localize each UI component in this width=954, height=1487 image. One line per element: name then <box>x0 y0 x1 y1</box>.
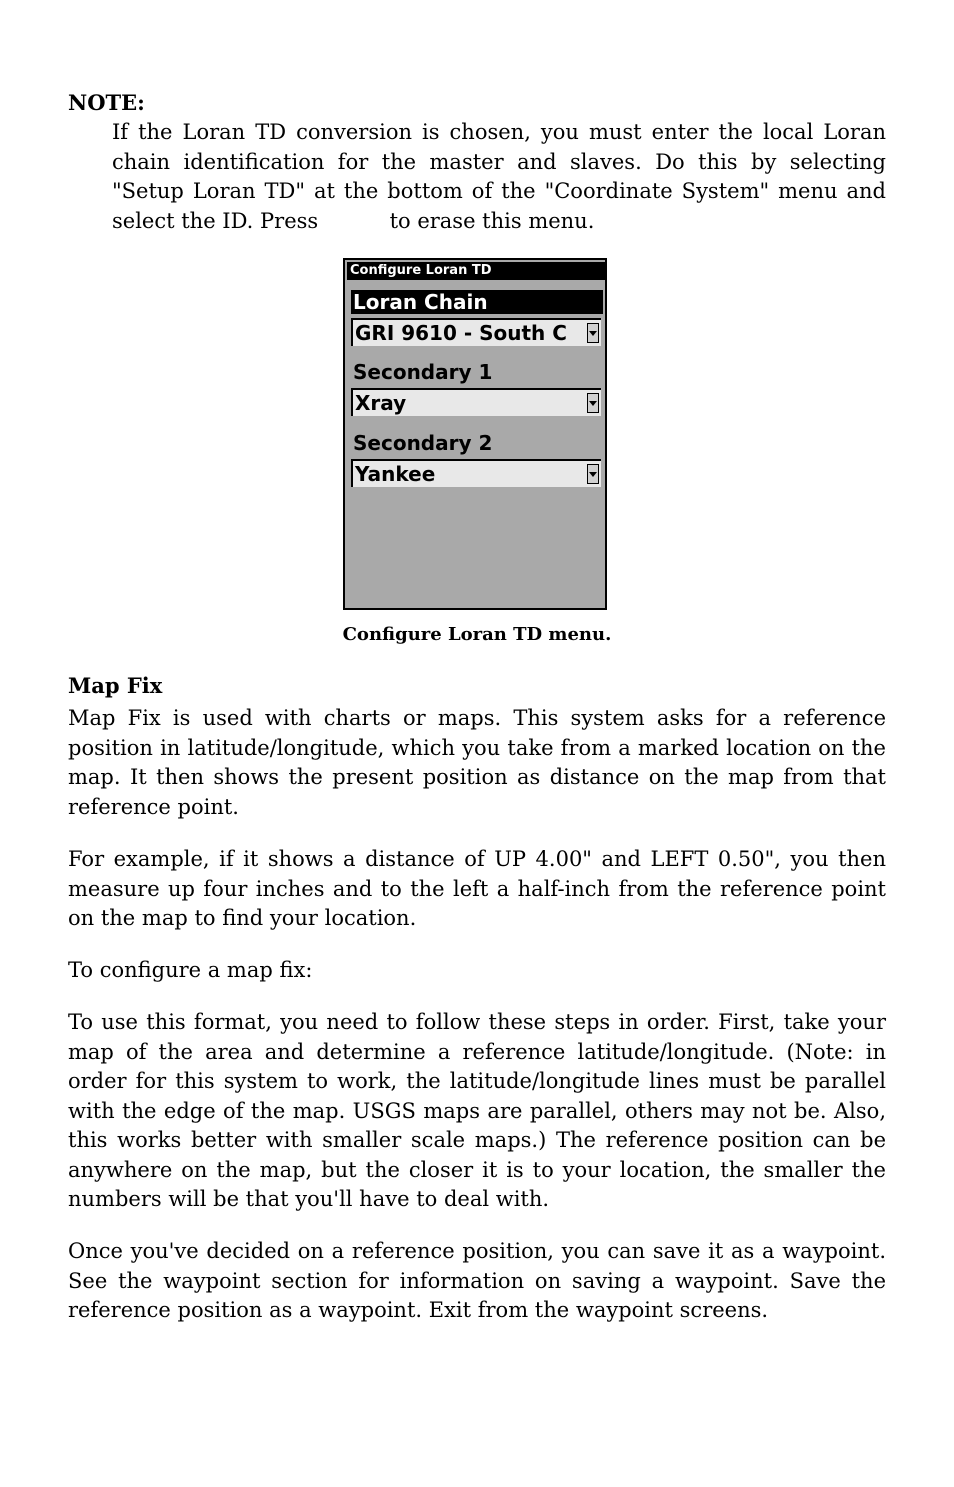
secondary-1-dropdown[interactable] <box>351 388 601 416</box>
loran-chain-dropdown[interactable] <box>351 318 601 346</box>
figure-caption: Configure Loran TD menu. <box>342 624 612 645</box>
paragraph: Once you've decided on a reference position, you can save it as a waypoint. See the waypoint section for information on saving a waypoint. Save the reference position as a waypoint. Exit from the waypoint screens. <box>68 1239 886 1322</box>
secondary-2-label: Secondary 2 <box>353 431 493 455</box>
loran-chain-label[interactable]: Loran Chain <box>351 290 603 314</box>
chevron-down-icon[interactable] <box>587 323 599 343</box>
paragraph: Map Fix is used with charts or maps. This system asks for a reference position in latitude/longitude, which you take from a marked location on the map. It then shows the present position as distance on the map from that reference point. <box>68 706 886 819</box>
secondary-2-value: Yankee <box>355 462 436 486</box>
note-text-before-key: If the Loran TD conversion is chosen, you must enter the local Loran chain identification for the master and slaves. Do this by selecting "Setup Loran TD" at the bottom of the "Coordinate System" menu and select the ID. Press <box>112 120 886 233</box>
loran-chain-value: GRI 9610 - South C <box>355 321 567 345</box>
paragraph: To use this format, you need to follow these steps in order. First, take your map of the area and determine a reference latitude/longitude. (Note: in order for this system to work, the latitude/longitude lines must be parallel with the edge of the map. USGS maps are parallel, others may not be. Also, this works better with smaller scale maps.) The reference position can be anywhere on the map, but the closer it is to your location, the smaller the numbers will be that you'll have to deal with. <box>68 1010 886 1211</box>
note-heading: NOTE: <box>68 90 145 115</box>
screen-title: Configure Loran TD <box>347 262 605 280</box>
paragraph: For example, if it shows a distance of UP 4.00" and LEFT 0.50", you then measure up four inches and to the left a half-inch from the reference point on the map to find your location. <box>68 847 886 930</box>
chevron-down-icon[interactable] <box>587 464 599 484</box>
configure-loran-td-screen <box>343 258 607 610</box>
chevron-down-icon[interactable] <box>587 393 599 413</box>
secondary-1-value: Xray <box>355 391 407 415</box>
paragraph: To configure a map fix: <box>68 958 313 982</box>
note-text-after-key: to erase this menu. <box>389 208 595 233</box>
secondary-2-dropdown[interactable] <box>351 459 601 487</box>
note-text <box>112 118 886 236</box>
section-heading: Map Fix <box>68 673 163 698</box>
secondary-1-label: Secondary 1 <box>353 360 493 384</box>
